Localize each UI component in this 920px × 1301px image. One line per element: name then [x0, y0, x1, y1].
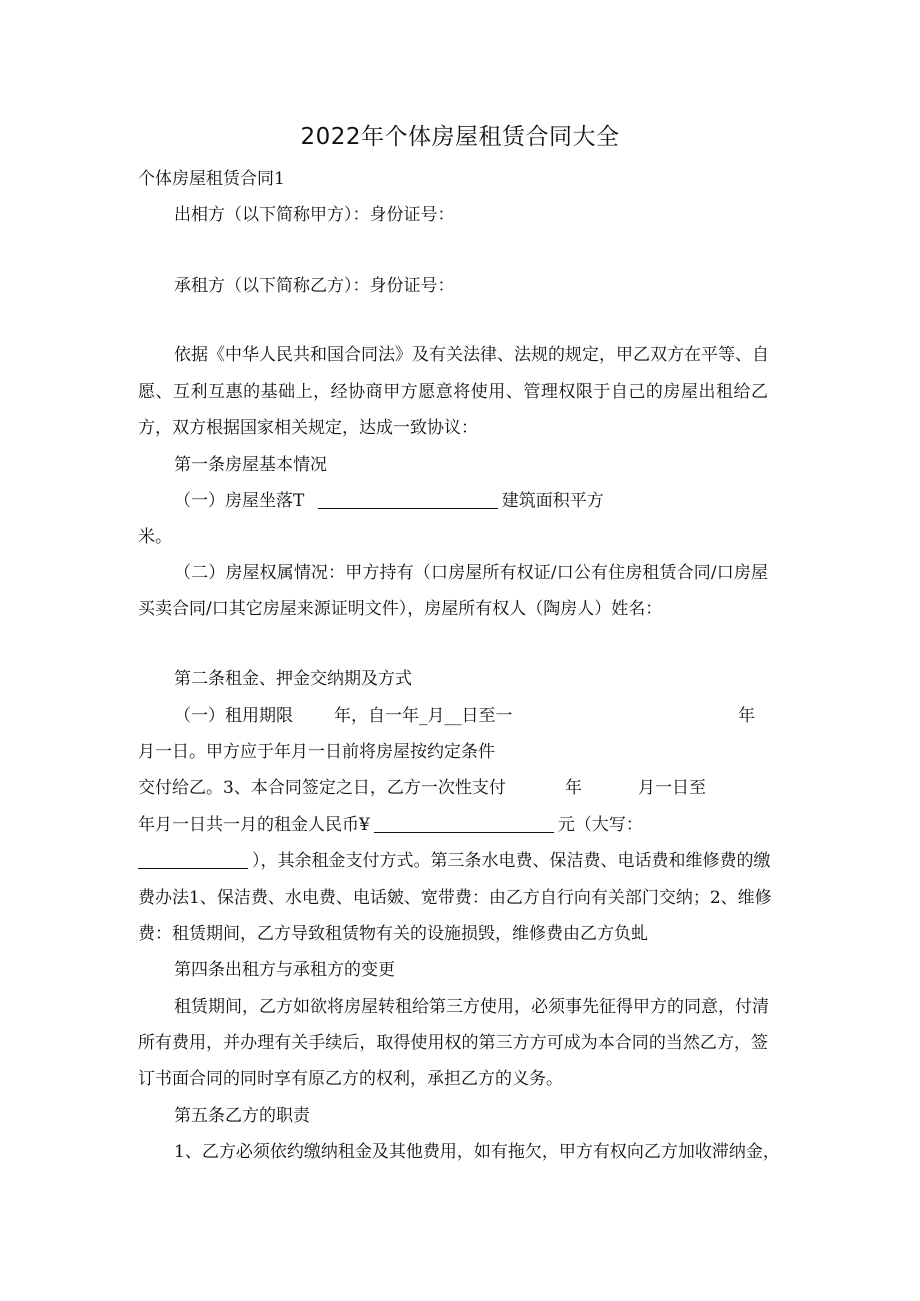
intro-line-1: 依据《中华人民共和国合同法》及有关法律、法规的规定，甲乙双方在平等、自	[174, 345, 769, 365]
rent-amount-clause	[138, 813, 643, 837]
intro-line-2: 愿、互利互惠的基础上，经协商甲方愿意将使用、管理权限于自己的房屋出租给乙	[138, 382, 768, 402]
payment-line-a: 交付给乙。3、本合同签定之日，乙方一次性支付	[138, 778, 506, 798]
article-1-heading: 第一条房屋基本情况	[174, 455, 327, 475]
lease-term-dates: 年，自一年_月__日至一	[334, 706, 513, 726]
intro-line-3: 方，双方根据国家相关规定，达成一致协议：	[138, 418, 478, 438]
rent-uppercase-label: 元（大写：	[557, 815, 643, 835]
article-5-heading: 第五条乙方的职责	[174, 1106, 310, 1126]
document-title: 2022年个体房屋租赁合同大全	[300, 124, 620, 150]
rent-uppercase-line	[138, 849, 771, 873]
area-unit: 米。	[138, 527, 172, 547]
rent-uppercase-blank	[138, 850, 248, 869]
fees-line: 费办法1、保洁费、水电费、电话皴、宽带费：由乙方自行向有关部门交纳；2、维修	[138, 888, 772, 908]
contract-subtitle: 个体房屋租赁合同1	[138, 169, 285, 189]
lessor-line: 出相方（以下简称甲方）：身份证号：	[174, 205, 455, 225]
delivery-line: 月一日。甲方应于年月一日前将房屋按约定条件	[138, 742, 495, 762]
article-4-line-2: 所有费用，并办理有关手续后，取得使用权的第三方方可成为本合同的当然乙方，签	[138, 1033, 768, 1053]
payment-year: 年	[565, 778, 582, 798]
rent-amount-label: 年月一日共一月的租金人民币¥	[138, 815, 370, 835]
article-4-line-1: 租赁期间，乙方如欲将房屋转租给第三方使用，必须事先征得甲方的同意，付清	[174, 997, 769, 1017]
rent-amount-blank	[374, 814, 554, 833]
ownership-line-1: （二）房屋权属情况：甲方持有（口房屋所有权证/口公有住房租赁合同/口房屋	[174, 563, 768, 583]
location-clause	[174, 489, 604, 513]
lease-term-year: 年	[738, 706, 755, 726]
article-2-heading: 第二条租金、押金交纳期及方式	[174, 669, 412, 689]
location-label: （一）房屋坐落T	[174, 491, 305, 511]
rent-remainder-text: ），其余租金支付方式。第三条水电费、保洁费、电话费和维修费的缴	[252, 851, 771, 871]
payment-date: 月一日至	[638, 778, 706, 798]
article-4-line-3: 订书面合同的同时享有原乙方的权利，承担乙方的义务。	[138, 1069, 563, 1089]
lease-term-label: （一）租用期限	[174, 706, 293, 726]
location-blank	[318, 490, 498, 509]
repair-line: 费：租赁期间，乙方导致租赁物有关的设施损毁，维修费由乙方负虬	[138, 924, 648, 944]
article-4-heading: 第四条出租方与承租方的变更	[174, 960, 395, 980]
ownership-line-2: 买卖合同/口其它房屋来源证明文件），房屋所有权人（陶房人）姓名：	[138, 599, 663, 619]
article-5-line-1: 1、乙方必须依约缴纳租金及其他费用，如有拖欠，甲方有权向乙方加收滞纳金，	[174, 1142, 780, 1162]
lessee-line: 承租方（以下简称乙方）：身份证号：	[174, 276, 455, 296]
area-label: 建筑面积平方	[501, 491, 604, 511]
